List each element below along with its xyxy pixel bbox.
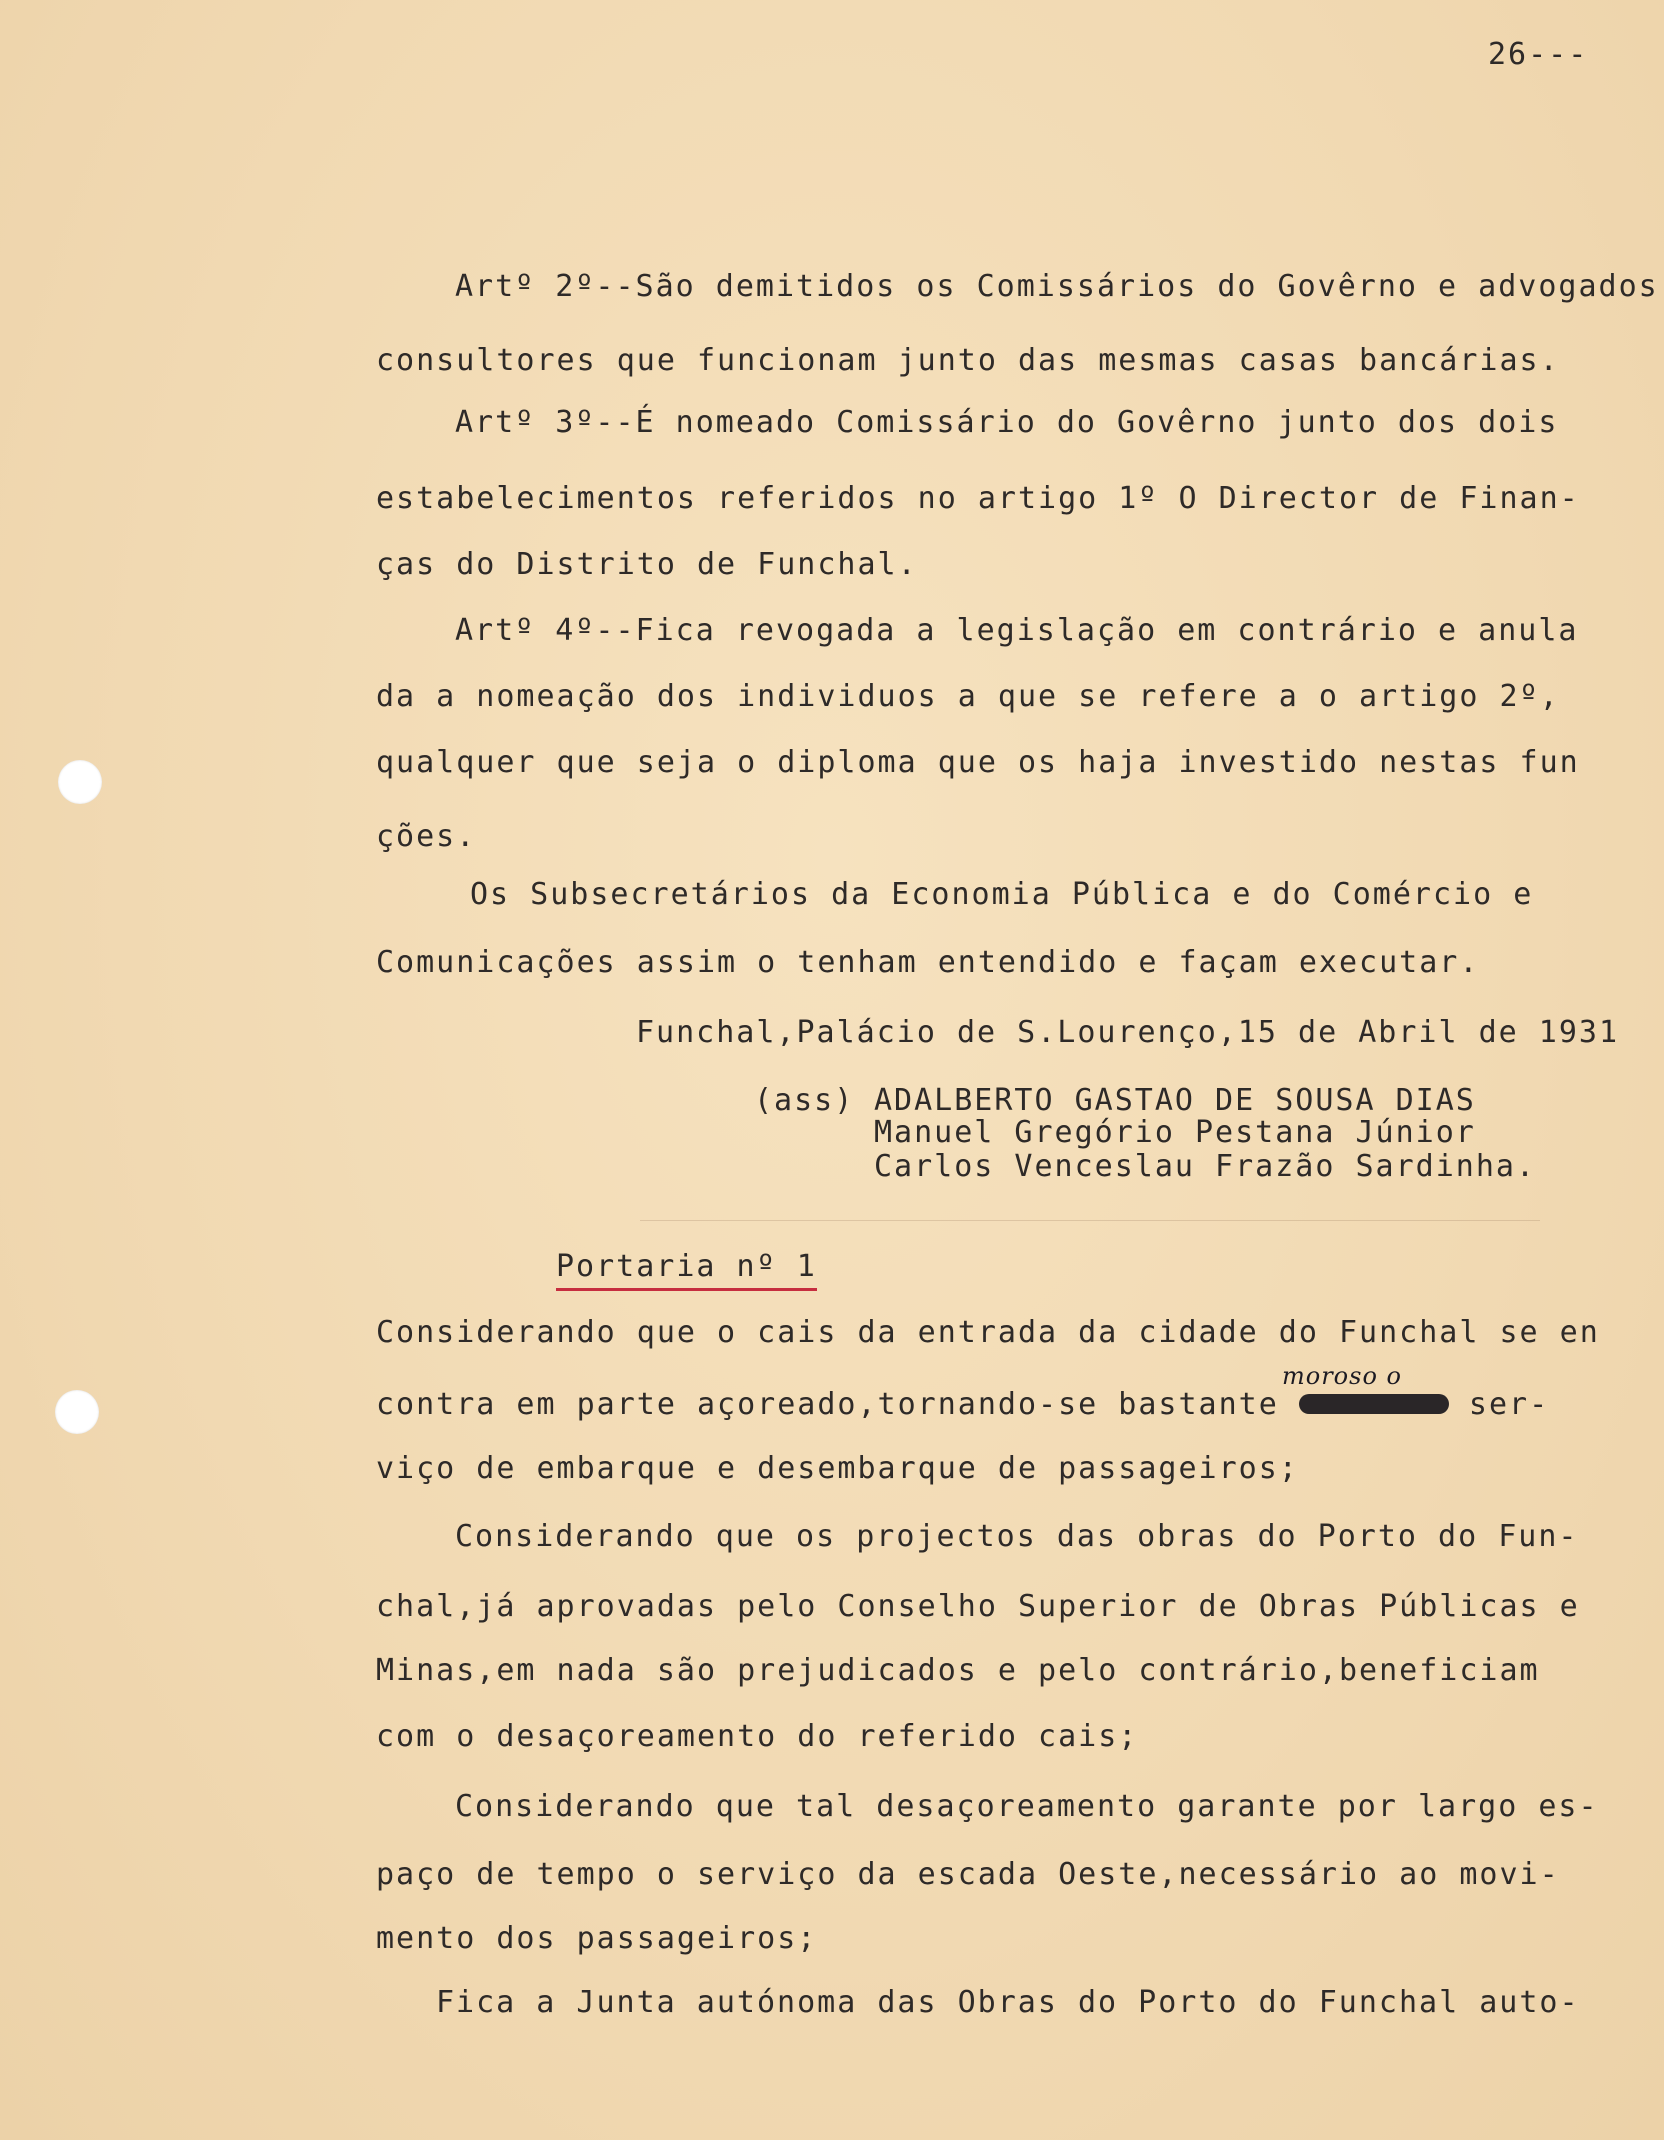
art4-line2: da a nomeação dos individuos a que se refere a o artigo 2º, bbox=[376, 679, 1560, 714]
closing-line1: Os Subsecretários da Economia Pública e do Comércio e bbox=[470, 877, 1534, 912]
punch-hole-bottom bbox=[55, 1390, 99, 1434]
art3-line3: ças do Distrito de Funchal. bbox=[376, 547, 918, 582]
portaria-p2-line2: chal,já aprovadas pelo Conselho Superior de Obras Públicas e bbox=[376, 1589, 1580, 1624]
punch-hole-top bbox=[58, 760, 102, 804]
portaria-p1-line3: viço de embarque e desembarque de passageiros; bbox=[376, 1451, 1299, 1486]
signature-prefix: (ass) bbox=[754, 1083, 855, 1118]
struck-out-word bbox=[1299, 1394, 1449, 1414]
signature-1: ADALBERTO GASTAO DE SOUSA DIAS bbox=[874, 1083, 1476, 1118]
portaria-p1-line2 bbox=[376, 1387, 1550, 1422]
portaria-p2-line3: Minas,em nada são prejudicados e pelo contrário,beneficiam bbox=[376, 1653, 1540, 1688]
art3-line2: estabelecimentos referidos no artigo 1º O Director de Finan- bbox=[376, 481, 1580, 516]
portaria-p1-line1: Considerando que o cais da entrada da cidade do Funchal se en bbox=[376, 1315, 1600, 1350]
portaria-title-text: Portaria nº 1 bbox=[556, 1249, 817, 1291]
portaria-p1-line2-text: contra em parte açoreado,tornando-se bastante bbox=[376, 1387, 1279, 1422]
portaria-p3-line2: paço de tempo o serviço da escada Oeste,necessário ao movi- bbox=[376, 1857, 1560, 1892]
signature-3: Carlos Venceslau Frazão Sardinha. bbox=[874, 1149, 1537, 1184]
closing-line2: Comunicações assim o tenham entendido e façam executar. bbox=[376, 945, 1480, 980]
faint-rule bbox=[640, 1220, 1540, 1221]
handwritten-correction: moroso o bbox=[1282, 1362, 1402, 1390]
portaria-p2-line4: com o desaçoreamento do referido cais; bbox=[376, 1719, 1139, 1754]
art2-line2: consultores que funcionam junto das mesmas casas bancárias. bbox=[376, 343, 1560, 378]
art4-line4: ções. bbox=[376, 819, 477, 854]
art3-line1: Artº 3º--É nomeado Comissário do Govêrno junto dos dois bbox=[455, 405, 1559, 440]
place-date: Funchal,Palácio de S.Lourenço,15 de Abril de 1931 bbox=[636, 1015, 1620, 1050]
page-number: 26--- bbox=[1488, 37, 1589, 72]
portaria-title bbox=[556, 1249, 817, 1284]
signature-2: Manuel Gregório Pestana Júnior bbox=[874, 1115, 1476, 1150]
portaria-p2-line1: Considerando que os projectos das obras do Porto do Fun- bbox=[455, 1519, 1579, 1554]
art4-line1: Artº 4º--Fica revogada a legislação em contrário e anula bbox=[455, 613, 1579, 648]
art4-line3: qualquer que seja o diploma que os haja investido nestas fun bbox=[376, 745, 1580, 780]
portaria-p3-line1: Considerando que tal desaçoreamento garante por largo es- bbox=[455, 1789, 1599, 1824]
portaria-p3-line3: mento dos passageiros; bbox=[376, 1921, 818, 1956]
art2-line1: Artº 2º--São demitidos os Comissários do Govêrno e advogados bbox=[455, 269, 1659, 304]
portaria-p4-line1: Fica a Junta autónoma das Obras do Porto do Funchal auto- bbox=[436, 1985, 1580, 2020]
portaria-p1-line2-end: ser- bbox=[1468, 1387, 1550, 1422]
